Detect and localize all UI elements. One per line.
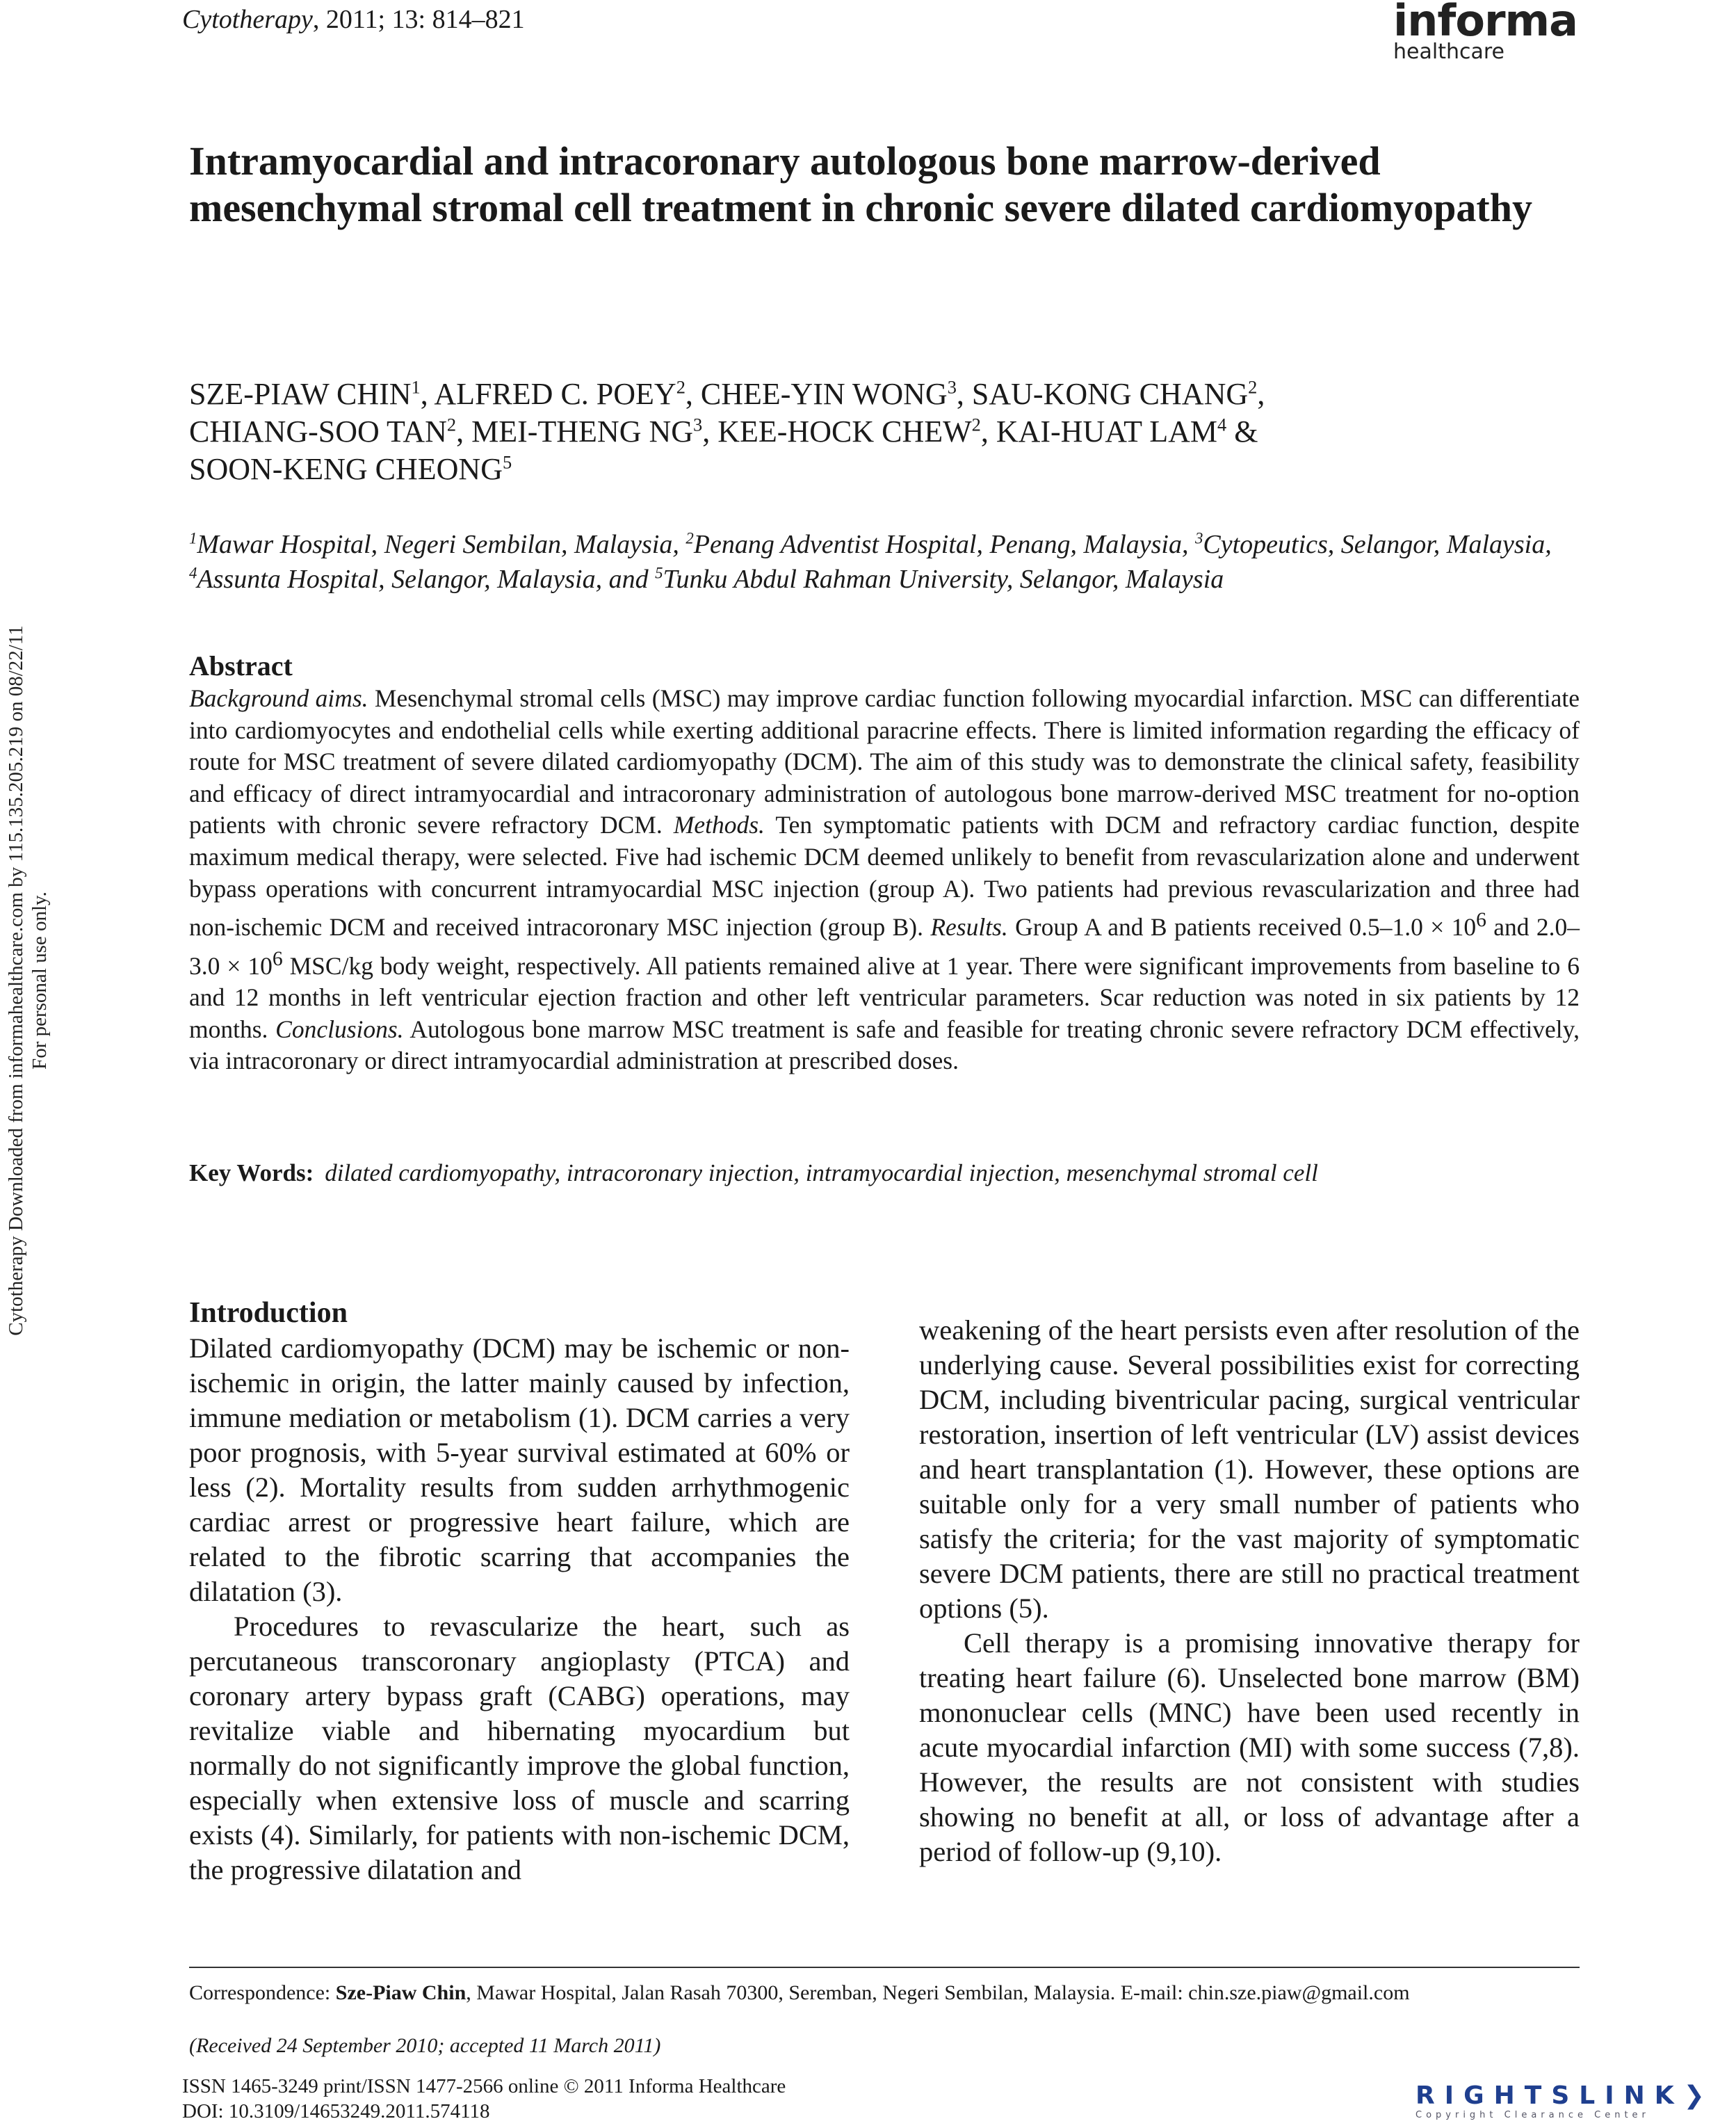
author-name: KEE-HOCK CHEW [717, 414, 972, 449]
affiliation-list [189, 527, 1621, 597]
received-dates: (Received 24 September 2010; accepted 11 March 2011) [189, 2034, 661, 2057]
affiliation-mark: 4 [189, 564, 197, 582]
author-affiliation-mark: 3 [693, 414, 703, 435]
keywords [189, 1158, 1621, 1188]
doi-line: DOI: 10.3109/14653249.2011.574118 [182, 2100, 490, 2122]
author-separator: & [1226, 414, 1258, 449]
publisher-subtitle: healthcare [1393, 40, 1504, 64]
author-name: SZE-PIAW CHIN [189, 377, 412, 411]
author-name: MEI-THENG NG [471, 414, 694, 449]
rightslink-logo[interactable] [1415, 2083, 1707, 2122]
correspondence-name: Sze-Piaw Chin [335, 1981, 467, 2004]
abstract-section [189, 650, 1580, 1077]
abstract-results-text: MSC/kg body weight, respectively. All patients remained alive at 1 year. There were significant improvements from baseline to 6 and 12 months in left ventricular ejection fraction and other left ventricular parameters. Scar reduction was noted in six patients by 12 months. [189, 951, 1580, 1043]
author-separator: , [685, 377, 701, 411]
rightslink-wordmark [1415, 2083, 1707, 2109]
correspondence-details: , Mawar Hospital, Jalan Rasah 70300, Seremban, Negeri Sembilan, Malaysia. E-mail: chin.sze.piaw@gmail.com [466, 1981, 1410, 2004]
issn-line: ISSN 1465-3249 print/ISSN 1477-2566 online © 2011 Informa Healthcare [182, 2075, 786, 2097]
affiliation-mark: 1 [189, 529, 197, 547]
keywords-label: Key Words: [189, 1159, 314, 1186]
author-name: SAU-KONG CHANG [971, 377, 1249, 411]
author-separator: , [420, 377, 435, 411]
abstract-results-text: and 2.0–3.0 × 10 [189, 912, 1580, 980]
abstract-label-background: Background aims. [189, 684, 368, 712]
author-affiliation-mark: 1 [411, 376, 421, 398]
abstract-body [189, 683, 1580, 1077]
journal-citation [182, 4, 525, 35]
download-watermark [4, 529, 51, 1433]
author-separator: , [980, 414, 996, 449]
body-column-right [919, 1313, 1580, 1869]
journal-name: Cytotherapy [182, 5, 313, 34]
abstract-label-results: Results. [930, 912, 1008, 941]
affiliation-text: Cytopeutics, Selangor, Malaysia, [1203, 530, 1552, 559]
author-separator: , [1257, 377, 1265, 411]
section-heading-introduction: Introduction [189, 1297, 348, 1329]
author-affiliation-mark: 2 [1248, 376, 1258, 398]
abstract-label-conclusions: Conclusions. [275, 1015, 404, 1043]
exponent: 6 [272, 947, 283, 970]
body-column-left [189, 1295, 850, 1887]
rightslink-tagline: Copyright Clearance Center [1415, 2110, 1650, 2120]
affiliation-text: Penang Adventist Hospital, Penang, Malaysia, [693, 530, 1195, 559]
abstract-heading: Abstract [189, 650, 293, 682]
author-name: CHEE-YIN WONG [700, 377, 948, 411]
author-affiliation-mark: 2 [446, 414, 457, 435]
author-affiliation-mark: 3 [947, 376, 957, 398]
author-separator: , [702, 414, 718, 449]
abstract-results-text: Group A and B patients received 0.5–1.0 × 10 [1007, 912, 1477, 941]
body-paragraph: weakening of the heart persists even after resolution of the underlying cause. Several possibilities exist for correcting DCM, including biventricular pacing, surgical ventricular restoration, insertion of left ventricular (LV) assist devices and heart transplantation (1). However, these options are suitable only for a very small number of patients who satisfy the criteria; for the vast majority of symptomatic severe DCM patients, there are still no practical treatment options (5). [919, 1314, 1580, 1624]
affiliation-text: Mawar Hospital, Negeri Sembilan, Malaysia, [197, 530, 686, 559]
correspondence-label: Correspondence: [189, 1981, 336, 2004]
keywords-text: dilated cardiomyopathy, intracoronary injection, intramyocardial injection, mesenchymal stromal cell [325, 1159, 1318, 1186]
affiliation-mark: 5 [655, 564, 663, 582]
author-affiliation-mark: 4 [1217, 414, 1227, 435]
author-separator: , [956, 377, 972, 411]
affiliation-mark: 2 [686, 529, 694, 547]
publisher-logo [1393, 0, 1577, 63]
rightslink-arrow-icon: ❯ [1683, 2081, 1705, 2110]
author-name: KAI-HUAT LAM [996, 414, 1217, 449]
body-paragraph: Procedures to revascularize the heart, such as percutaneous transcoronary angioplasty (PTCA) and coronary artery bypass graft (CABG) operations, may revitalize viable and hibernating myocardium but normally do not significantly improve the global function, especially when extensive loss of muscle and scarring exists (4). Similarly, for patients with non-ischemic DCM, the progressive dilatation and [189, 1611, 850, 1885]
abstract-conclusions-text: Autologous bone marrow MSC treatment is safe and feasible for treating chronic severe refractory DCM effectively, via intracoronary or direct intramyocardial administration at prescribed doses. [189, 1015, 1580, 1075]
author-affiliation-mark: 2 [971, 414, 981, 435]
author-name: SOON-KENG CHEONG [189, 452, 503, 486]
abstract-methods-text: Ten symptomatic patients with DCM and refractory cardiac function, despite maximum medical therapy, were selected. Five had ischemic DCM deemed unlikely to benefit from revascularization alone and underwent bypass operations with concurrent intramyocardial MSC injection (group A). Two patients had previous revascularization and three had non-ischemic DCM and received intracoronary MSC injection (group B). [189, 811, 1580, 941]
author-affiliation-mark: 2 [676, 376, 686, 398]
watermark-line-1: Cytotherapy Downloaded from informahealthcare.com by 115.135.205.219 on 08/22/11 [5, 625, 27, 1336]
author-list [189, 376, 1621, 488]
author-name: ALFRED C. POEY [434, 377, 676, 411]
affiliation-text: Tunku Abdul Rahman University, Selangor, Malaysia [663, 565, 1224, 594]
article-title: Intramyocardial and intracoronary autologous bone marrow-derived mesenchymal stromal cell treatment in chronic severe dilated cardiomyopathy [189, 138, 1532, 230]
author-separator: , [456, 414, 472, 449]
affiliation-mark: 3 [1194, 529, 1203, 547]
correspondence-note [189, 1979, 1621, 2007]
watermark-line-2: For personal use only. [29, 892, 51, 1070]
affiliation-text: Assunta Hospital, Selangor, Malaysia, and [197, 565, 656, 594]
body-paragraph: Dilated cardiomyopathy (DCM) may be ischemic or non-ischemic in origin, the latter mainly caused by infection, immune mediation or metabolism (1). DCM carries a very poor prognosis, with 5-year survival estimated at 60% or less (2). Mortality results from sudden arrhythmogenic cardiac arrest or progressive heart failure, which are related to the fibrotic scarring that accompanies the dilatation (3). [189, 1332, 850, 1607]
exponent: 6 [1476, 909, 1486, 932]
body-paragraph: Cell therapy is a promising innovative therapy for treating heart failure (6). Unselected bone marrow (BM) mononuclear cells (MNC) have been used recently in acute myocardial infarction (MI) with some success (7,8). However, the results are not consistent with studies showing no benefit at all, or loss of advantage after a period of follow-up (9,10). [919, 1627, 1580, 1867]
abstract-background-text: Mesenchymal stromal cells (MSC) may improve cardiac function following myocardial infarction. MSC can differentiate into cardiomyocytes and endothelial cells while exerting additional paracrine effects. There is limited information regarding the efficacy of route for MSC treatment of severe dilated cardiomyopathy (DCM). The aim of this study was to demonstrate the clinical safety, feasibility and efficacy of direct intramyocardial and intracoronary administration of autologous bone marrow-derived MSC treatment for no-option patients with chronic severe refractory DCM. [189, 684, 1580, 839]
author-affiliation-mark: 5 [502, 451, 512, 473]
rightslink-text: RIGHTSLINK [1415, 2081, 1684, 2110]
author-name: CHIANG-SOO TAN [189, 414, 447, 449]
journal-volume-pages: , 2011; 13: 814–821 [312, 5, 525, 34]
footnote-rule [189, 1967, 1580, 1968]
abstract-label-methods: Methods. [673, 811, 765, 839]
publisher-name: informa [1393, 0, 1577, 46]
